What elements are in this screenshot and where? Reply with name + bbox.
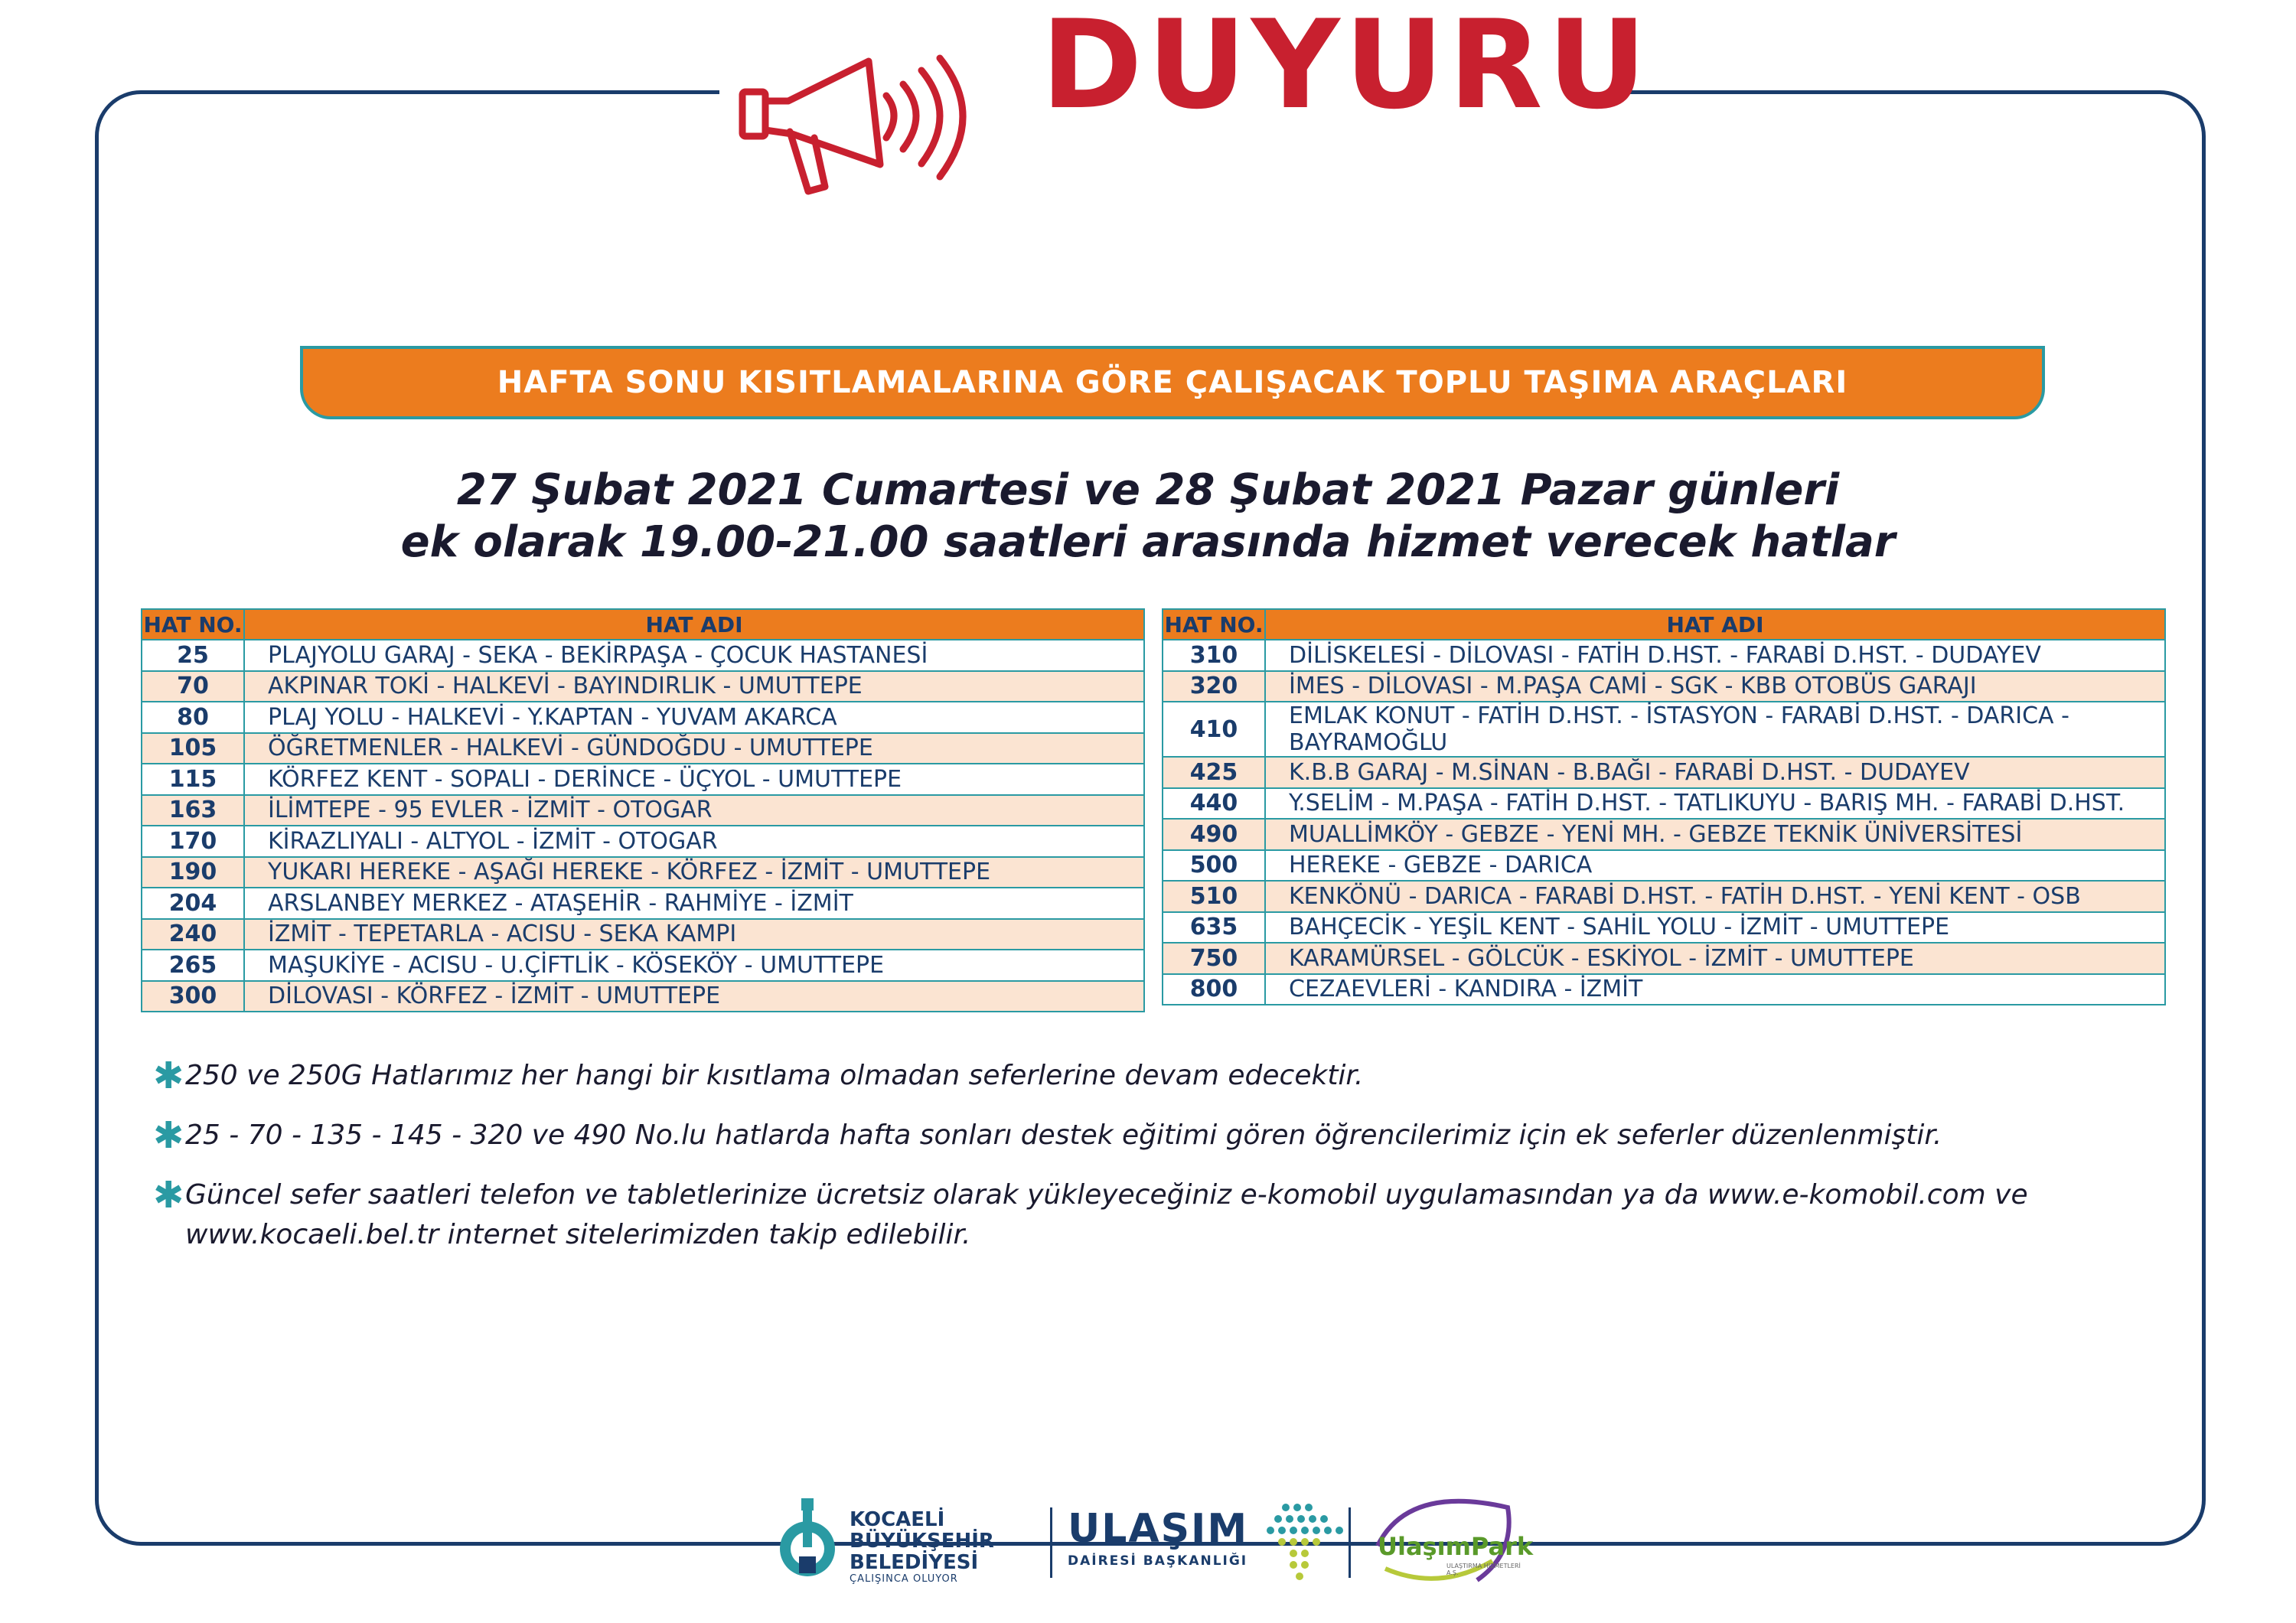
- line-number: 80: [142, 702, 244, 733]
- column-header-line-no: HAT NO.: [1163, 609, 1265, 640]
- line-route: AKPINAR TOKİ - HALKEVİ - BAYINDIRLIK - UMUTTEPE: [244, 671, 1144, 702]
- line-number: 510: [1163, 881, 1265, 912]
- line-number: 70: [142, 671, 244, 702]
- line-number: 500: [1163, 850, 1265, 882]
- column-header-line-name: HAT ADI: [244, 609, 1144, 640]
- line-number: 750: [1163, 943, 1265, 974]
- line-number: 410: [1163, 702, 1265, 757]
- table-row: [142, 919, 1144, 950]
- table-row: [142, 857, 1144, 888]
- line-route: MAŞUKİYE - ACISU - U.ÇİFTLİK - KÖSEKÖY - UMUTTEPE: [244, 950, 1144, 981]
- line-route: İLİMTEPE - 95 EVLER - İZMİT - OTOGAR: [244, 795, 1144, 826]
- line-route: İMES - DİLOVASI - M.PAŞA CAMİ - SGK - KBB OTOBÜS GARAJI: [1265, 671, 2165, 702]
- table-row: [1163, 702, 2165, 757]
- line-route: DİLOVASI - KÖRFEZ - İZMİT - UMUTTEPE: [244, 981, 1144, 1012]
- kbb-line-2: BÜYÜKŞEHİR: [850, 1530, 994, 1553]
- line-number: 190: [142, 857, 244, 888]
- table-row: [142, 826, 1144, 857]
- kocaeli-municipality-logo: [773, 1494, 1033, 1586]
- table-row: [1163, 850, 2165, 882]
- table-row: [1163, 671, 2165, 702]
- line-route: KİRAZLIYALI - ALTYOL - İZMİT - OTOGAR: [244, 826, 1144, 857]
- asterisk-icon: ✱: [153, 1054, 184, 1097]
- line-route: BAHÇECİK - YEŞİL KENT - SAHİL YOLU - İZMİT - UMUTTEPE: [1265, 912, 2165, 943]
- line-route: EMLAK KONUT - FATİH D.HST. - İSTASYON - FARABİ D.HST. - DARICA - BAYRAMOĞLU: [1265, 702, 2165, 757]
- table-row: [1163, 819, 2165, 850]
- table-row: [142, 733, 1144, 764]
- subtitle-line-1: 27 Şubat 2021 Cumartesi ve 28 Şubat 2021 Pazar günleri: [456, 465, 1840, 515]
- line-route: HEREKE - GEBZE - DARICA: [1265, 850, 2165, 882]
- note-item: [153, 1116, 2143, 1155]
- line-route: MUALLİMKÖY - GEBZE - YENİ MH. - GEBZE TEKNİK ÜNİVERSİTESİ: [1265, 819, 2165, 850]
- park-name: UlaşımPark: [1378, 1532, 1534, 1561]
- line-number: 425: [1163, 757, 1265, 788]
- line-number: 204: [142, 888, 244, 919]
- lines-table-right: [1162, 608, 2166, 1005]
- megaphone-icon: [735, 15, 980, 207]
- table-row: [1163, 943, 2165, 974]
- lines-table-left: [141, 608, 1145, 1012]
- table-row: [142, 640, 1144, 671]
- line-number: 115: [142, 764, 244, 795]
- subtitle-line-2: ek olarak 19.00-21.00 saatleri arasında hizmet verecek hatlar: [400, 517, 1896, 567]
- note-text: 25 - 70 - 135 - 145 - 320 ve 490 No.lu hatlarda hafta sonları destek eğitimi gören öğrencilerimiz için ek seferler düzenlenmiştir.: [185, 1119, 1942, 1151]
- table-row: [1163, 640, 2165, 671]
- line-route: Y.SELİM - M.PAŞA - FATİH D.HST. - TATLIKUYU - BARIŞ MH. - FARABİ D.HST.: [1265, 788, 2165, 820]
- page-title: DUYURU: [1041, 0, 1652, 136]
- line-number: 170: [142, 826, 244, 857]
- note-text: Güncel sefer saatleri telefon ve tabletlerinize ücretsiz olarak yükleyeceğiniz e-komobil uygulamasından ya da www.e-komobil.com ve www.kocaeli.bel.tr internet sitelerimizden takip edilebilir.: [185, 1179, 2028, 1250]
- line-route: ÖĞRETMENLER - HALKEVİ - GÜNDOĞDU - UMUTTEPE: [244, 733, 1144, 764]
- table-row: [142, 950, 1144, 981]
- footer-logos: [773, 1484, 1538, 1592]
- table-row: [1163, 881, 2165, 912]
- park-sub: ULAŞTIRMA HİZMETLERİ A.Ş.: [1446, 1563, 1521, 1576]
- line-number: 635: [1163, 912, 1265, 943]
- note-text: 250 ve 250G Hatlarımız her hangi bir kısıtlama olmadan seferlerine devam edecektir.: [185, 1060, 1364, 1091]
- line-route: PLAJYOLU GARAJ - SEKA - BEKİRPAŞA - ÇOCUK HASTANESİ: [244, 640, 1144, 671]
- table-row: [1163, 912, 2165, 943]
- line-route: ARSLANBEY MERKEZ - ATAŞEHİR - RAHMİYE - İZMİT: [244, 888, 1144, 919]
- ulasim-sub-text: DAİRESİ BAŞKANLIĞI: [1068, 1553, 1248, 1569]
- line-route: PLAJ YOLU - HALKEVİ - Y.KAPTAN - YUVAM AKARCA: [244, 702, 1144, 733]
- note-item: [153, 1056, 2143, 1096]
- ulasim-logo: [1068, 1506, 1248, 1569]
- asterisk-icon: ✱: [153, 1174, 184, 1217]
- line-number: 25: [142, 640, 244, 671]
- line-number: 490: [1163, 819, 1265, 850]
- line-number: 265: [142, 950, 244, 981]
- line-route: İZMİT - TEPETARLA - ACISU - SEKA KAMPI: [244, 919, 1144, 950]
- kbb-line-3: BELEDİYESİ: [850, 1551, 979, 1574]
- line-route: KÖRFEZ KENT - SOPALI - DERİNCE - ÜÇYOL - UMUTTEPE: [244, 764, 1144, 795]
- dotted-arrow-icon: [1263, 1492, 1347, 1584]
- table-row: [142, 764, 1144, 795]
- line-number: 440: [1163, 788, 1265, 820]
- note-item: [153, 1175, 2143, 1255]
- line-number: 105: [142, 733, 244, 764]
- table-row: [142, 981, 1144, 1012]
- line-route: KARAMÜRSEL - GÖLCÜK - ESKİYOL - İZMİT - UMUTTEPE: [1265, 943, 2165, 974]
- line-route: K.B.B GARAJ - M.SİNAN - B.BAĞI - FARABİ D.HST. - DUDAYEV: [1265, 757, 2165, 788]
- ulasimpark-logo: [1362, 1492, 1534, 1592]
- table-row: [142, 795, 1144, 826]
- line-route: DİLİSKELESİ - DİLOVASI - FATİH D.HST. - FARABİ D.HST. - DUDAYEV: [1265, 640, 2165, 671]
- table-row: [142, 888, 1144, 919]
- table-header-row: [142, 609, 1144, 640]
- line-number: 163: [142, 795, 244, 826]
- line-number: 240: [142, 919, 244, 950]
- table-row: [142, 702, 1144, 733]
- column-header-line-name: HAT ADI: [1265, 609, 2165, 640]
- line-route: KENKÖNÜ - DARICA - FARABİ D.HST. - FATİH D.HST. - YENİ KENT - OSB: [1265, 881, 2165, 912]
- line-route: CEZAEVLERİ - KANDIRA - İZMİT: [1265, 974, 2165, 1005]
- section-banner: HAFTA SONU KISITLAMALARINA GÖRE ÇALIŞACAK TOPLU TAŞIMA ARAÇLARI: [300, 346, 2045, 419]
- table-header-row: [1163, 609, 2165, 640]
- kbb-emblem-icon: [773, 1494, 842, 1586]
- line-number: 310: [1163, 640, 1265, 671]
- table-row: [1163, 974, 2165, 1005]
- logo-divider: [1050, 1507, 1052, 1578]
- column-header-line-no: HAT NO.: [142, 609, 244, 640]
- table-row: [142, 671, 1144, 702]
- kbb-slogan: ÇALIŞINCA OLUYOR: [850, 1573, 958, 1585]
- line-number: 800: [1163, 974, 1265, 1005]
- asterisk-icon: ✱: [153, 1114, 184, 1157]
- line-number: 300: [142, 981, 244, 1012]
- ulasim-main-text: ULAŞIM: [1068, 1506, 1249, 1552]
- logo-divider: [1349, 1507, 1351, 1578]
- notes-list: [153, 1056, 2143, 1275]
- table-row: [1163, 757, 2165, 788]
- line-route: YUKARI HEREKE - AŞAĞI HEREKE - KÖRFEZ - İZMİT - UMUTTEPE: [244, 857, 1144, 888]
- line-number: 320: [1163, 671, 1265, 702]
- kbb-line-1: KOCAELİ: [850, 1508, 945, 1531]
- table-row: [1163, 788, 2165, 820]
